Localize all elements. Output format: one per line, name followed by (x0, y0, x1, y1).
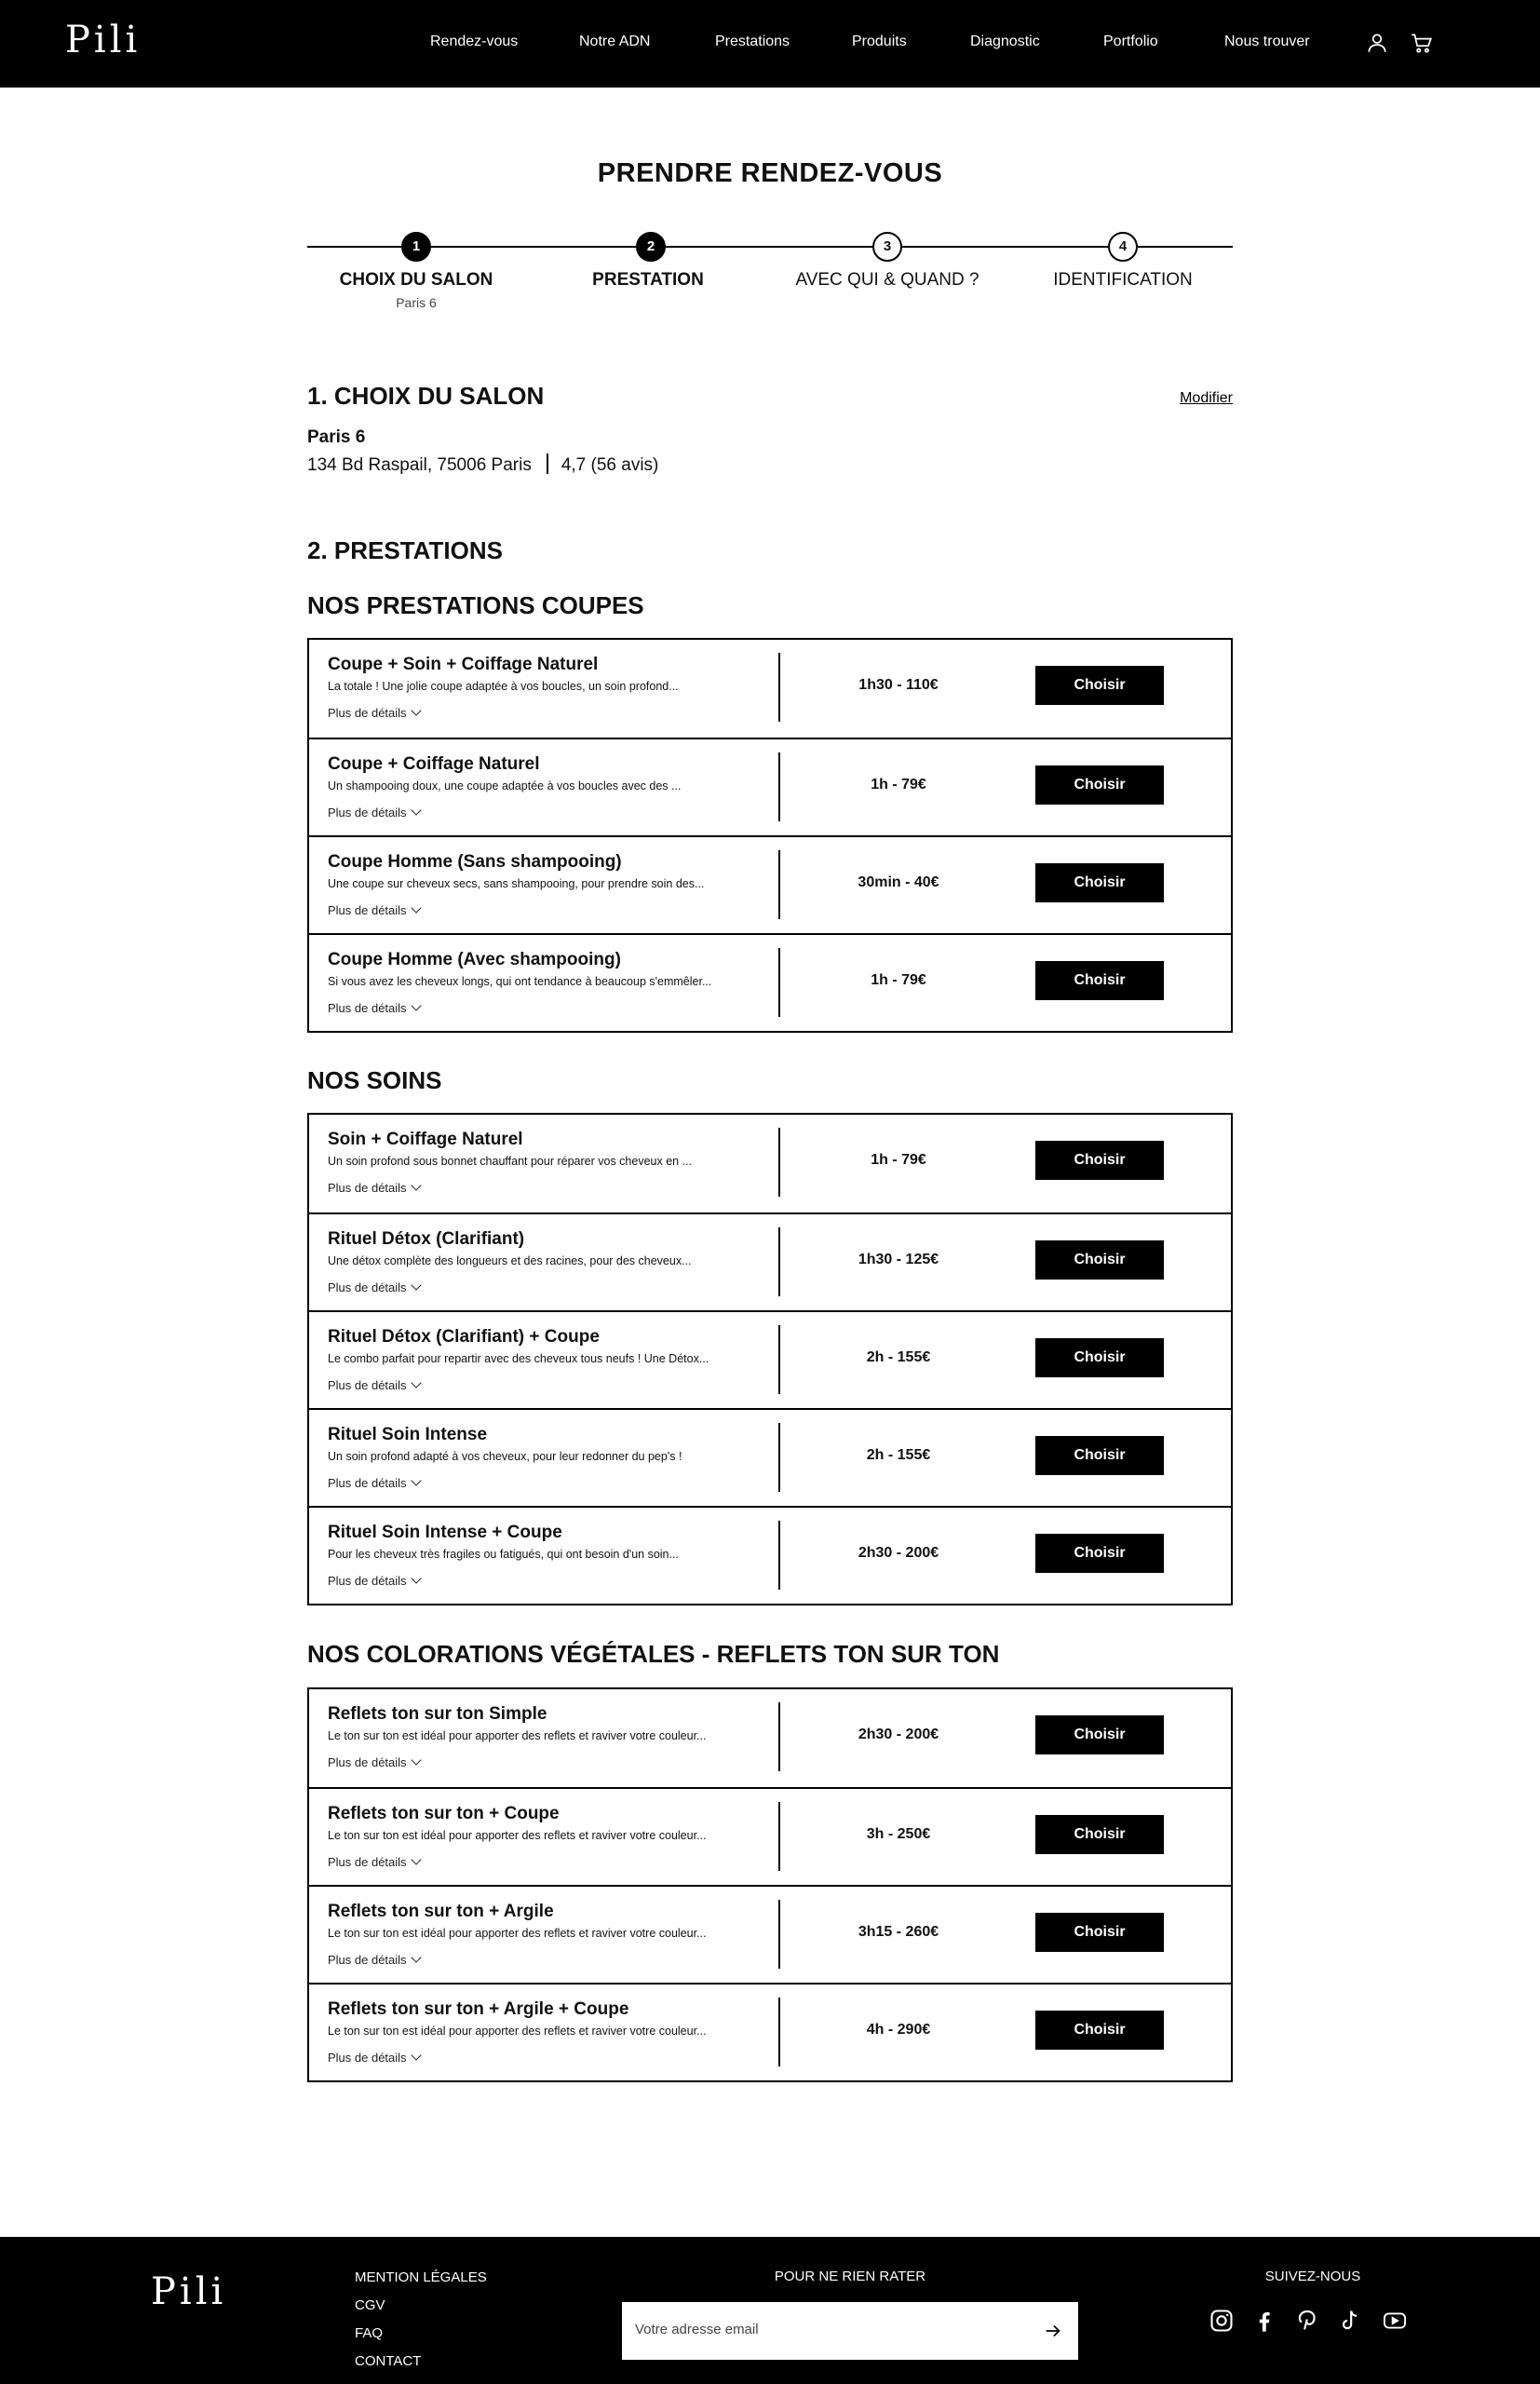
more-details-toggle[interactable] (328, 1755, 420, 1769)
service-description: Une détox complète des longueurs et des racines, pour des cheveux... (328, 1254, 692, 1267)
modify-salon-link[interactable]: Modifier (1180, 390, 1233, 406)
choose-button[interactable]: Choisir (1035, 1240, 1164, 1280)
choose-button[interactable]: Choisir (1035, 1534, 1164, 1573)
choose-button[interactable]: Choisir (1035, 1338, 1164, 1377)
more-details-toggle[interactable] (328, 1378, 420, 1392)
service-description: Une coupe sur cheveux secs, sans shampooing, pour prendre soin des... (328, 877, 705, 890)
more-details-label: Plus de détails (328, 1476, 407, 1490)
service-description: La totale ! Une jolie coupe adaptée à vos boucles, un soin profond... (328, 680, 679, 693)
service-duration-price: 3h - 250€ (866, 1826, 931, 1842)
page-title: PRENDRE RENDEZ-VOUS (597, 158, 943, 188)
service-description: Le ton sur ton est idéal pour apporter des reflets et raviver votre couleur... (328, 2025, 707, 2038)
service-name: Soin + Coiffage Naturel (328, 1130, 523, 1149)
service-name: Reflets ton sur ton + Argile (328, 1902, 554, 1921)
chevron-down-icon (411, 1573, 421, 1583)
service-duration-price: 2h30 - 200€ (858, 1545, 939, 1561)
logo[interactable]: Pili (65, 19, 142, 61)
more-details-toggle[interactable] (328, 1953, 420, 1967)
email-placeholder: Votre adresse email (635, 2322, 759, 2337)
service-name: Coupe + Coiffage Naturel (328, 754, 540, 774)
youtube-icon[interactable] (1382, 2308, 1408, 2334)
service-description: Le ton sur ton est idéal pour apporter des reflets et raviver votre couleur... (328, 1729, 707, 1742)
service-name: Rituel Détox (Clarifiant) (328, 1229, 525, 1249)
arrow-right-icon[interactable] (1043, 2321, 1063, 2341)
instagram-icon[interactable] (1209, 2308, 1235, 2334)
step-3-label: AVEC QUI & QUAND ? (795, 270, 979, 290)
service-row (309, 1310, 1231, 1408)
service-description: Un soin profond sous bonnet chauffant pour réparer vos cheveux en ... (328, 1155, 692, 1168)
more-details-toggle[interactable] (328, 1574, 420, 1588)
service-row (309, 933, 1231, 1031)
more-details-label: Plus de détails (328, 1181, 407, 1195)
service-row (309, 640, 1231, 738)
service-name: Reflets ton sur ton + Argile + Coupe (328, 1999, 629, 2019)
service-duration-price: 1h30 - 110€ (858, 677, 939, 693)
category-title: NOS PRESTATIONS COUPES (307, 591, 644, 619)
service-list (307, 1687, 1233, 2082)
prestations-section-title: 2. PRESTATIONS (307, 536, 503, 564)
choose-button[interactable]: Choisir (1035, 765, 1164, 805)
more-details-toggle[interactable] (328, 1001, 420, 1015)
choose-button[interactable]: Choisir (1035, 1815, 1164, 1854)
service-description: Un soin profond adapté à vos cheveux, pour leur redonner du pep's ! (328, 1450, 682, 1463)
newsletter-email-input[interactable] (622, 2302, 1078, 2360)
more-details-toggle[interactable] (328, 1855, 420, 1869)
social-title: SUIVEZ-NOUS (1264, 2269, 1361, 2284)
service-name: Reflets ton sur ton Simple (328, 1704, 547, 1724)
footer-link-cgv[interactable]: CGV (355, 2297, 385, 2313)
service-row (309, 738, 1231, 835)
stepper-line (307, 246, 1233, 248)
nav-prestations[interactable]: Prestations (715, 34, 790, 49)
more-details-label: Plus de détails (328, 903, 407, 917)
more-details-label: Plus de détails (328, 2051, 407, 2065)
service-name: Reflets ton sur ton + Coupe (328, 1804, 560, 1823)
service-name: Coupe + Soin + Coiffage Naturel (328, 655, 599, 674)
service-row (309, 1408, 1231, 1506)
service-name: Rituel Soin Intense + Coupe (328, 1523, 562, 1542)
service-row (309, 1787, 1231, 1885)
site-header (0, 0, 1540, 88)
salon-address-line (307, 454, 658, 476)
cart-icon[interactable] (1410, 31, 1434, 55)
choose-button[interactable]: Choisir (1035, 961, 1164, 1000)
service-description: Pour les cheveux très fragiles ou fatigués, qui ont besoin d'un soin... (328, 1548, 679, 1561)
more-details-toggle[interactable] (328, 1280, 420, 1294)
choose-button[interactable]: Choisir (1035, 863, 1164, 902)
chevron-down-icon (411, 2050, 421, 2060)
divider (547, 454, 548, 474)
category-title: NOS COLORATIONS VÉGÉTALES - REFLETS TON SUR TON (307, 1640, 1000, 1668)
salon-rating: 4,7 (56 avis) (561, 455, 659, 475)
service-name: Coupe Homme (Avec shampooing) (328, 950, 621, 969)
service-description: Le ton sur ton est idéal pour apporter des reflets et raviver votre couleur... (328, 1829, 707, 1842)
more-details-label: Plus de détails (328, 806, 407, 820)
more-details-toggle[interactable] (328, 806, 420, 820)
nav-nous-trouver[interactable]: Nous trouver (1224, 34, 1310, 49)
nav-produits[interactable]: Produits (852, 34, 907, 49)
choose-button[interactable]: Choisir (1035, 1436, 1164, 1475)
service-duration-price: 2h30 - 200€ (858, 1727, 939, 1742)
service-name: Rituel Détox (Clarifiant) + Coupe (328, 1327, 600, 1347)
site-footer (0, 2237, 1540, 2384)
service-duration-price: 3h15 - 260€ (858, 1924, 939, 1940)
footer-link-contact[interactable]: CONTACT (355, 2353, 422, 2369)
service-description: Un shampooing doux, une coupe adaptée à vos boucles avec des ... (328, 779, 682, 792)
choose-button[interactable]: Choisir (1035, 1715, 1164, 1754)
more-details-toggle[interactable] (328, 1476, 420, 1490)
service-duration-price: 1h - 79€ (871, 1152, 926, 1168)
service-row (309, 1885, 1231, 1983)
more-details-label: Plus de détails (328, 706, 407, 720)
service-duration-price: 2h - 155€ (866, 1447, 931, 1463)
step-4-label: IDENTIFICATION (1053, 270, 1193, 290)
step-2-label: PRESTATION (592, 270, 704, 290)
service-row (309, 1689, 1231, 1787)
choose-button[interactable]: Choisir (1035, 1141, 1164, 1180)
main-nav (0, 0, 1540, 88)
service-row (309, 1506, 1231, 1604)
service-list (307, 638, 1233, 1033)
chevron-down-icon (411, 1754, 421, 1765)
salon-address: 134 Bd Raspail, 75006 Paris (307, 455, 532, 475)
service-row (309, 1212, 1231, 1310)
step-2-circle: 2 (636, 232, 666, 262)
footer-links (355, 2269, 487, 2380)
chevron-down-icon (411, 1377, 421, 1388)
service-duration-price: 4h - 290€ (866, 2022, 931, 2038)
user-icon[interactable] (1365, 31, 1389, 55)
nav-diagnostic[interactable]: Diagnostic (970, 34, 1040, 49)
service-duration-price: 1h - 79€ (871, 972, 926, 988)
chevron-down-icon (411, 1180, 421, 1190)
more-details-label: Plus de détails (328, 1755, 407, 1769)
step-1-sub: Paris 6 (396, 295, 437, 310)
step-1-label[interactable]: CHOIX DU SALON (339, 270, 493, 290)
pinterest-icon[interactable] (1294, 2308, 1320, 2334)
more-details-label: Plus de détails (328, 1953, 407, 1967)
service-name: Rituel Soin Intense (328, 1425, 488, 1444)
footer-link-mentions[interactable]: MENTION LÉGALES (355, 2269, 487, 2285)
chevron-down-icon (411, 1854, 421, 1864)
more-details-label: Plus de détails (328, 1574, 407, 1588)
nav-portfolio[interactable]: Portfolio (1103, 34, 1158, 49)
more-details-label: Plus de détails (328, 1001, 407, 1015)
chevron-down-icon (411, 1952, 421, 1962)
more-details-toggle[interactable] (328, 1181, 420, 1195)
facebook-icon[interactable] (1251, 2308, 1277, 2334)
social-icons (1201, 2308, 1425, 2336)
step-3-circle: 3 (872, 232, 902, 262)
more-details-label: Plus de détails (328, 1378, 407, 1392)
service-row (309, 1115, 1231, 1212)
service-list (307, 1113, 1233, 1605)
tiktok-icon[interactable] (1337, 2308, 1363, 2334)
chevron-down-icon (411, 1000, 421, 1010)
salon-section-title: 1. CHOIX DU SALON (307, 382, 545, 410)
nav-notre-adn[interactable]: Notre ADN (579, 34, 651, 49)
nav-rendez-vous[interactable]: Rendez-vous (430, 34, 519, 49)
service-row (309, 835, 1231, 933)
service-duration-price: 1h - 79€ (871, 777, 926, 792)
more-details-label: Plus de détails (328, 1855, 407, 1869)
service-description: Si vous avez les cheveux longs, qui ont tendance à beaucoup s'emmêler... (328, 975, 712, 988)
choose-button[interactable]: Choisir (1035, 2011, 1164, 2050)
service-duration-price: 1h30 - 125€ (858, 1252, 939, 1267)
footer-link-faq[interactable]: FAQ (355, 2325, 384, 2341)
more-details-toggle[interactable] (328, 903, 420, 917)
more-details-label: Plus de détails (328, 1280, 407, 1294)
newsletter (622, 2269, 1078, 2337)
chevron-down-icon (411, 805, 421, 815)
service-duration-price: 2h - 155€ (866, 1349, 931, 1365)
choose-button[interactable]: Choisir (1035, 1913, 1164, 1952)
social-section (1201, 2269, 1425, 2284)
salon-name: Paris 6 (307, 427, 366, 447)
service-name: Coupe Homme (Sans shampooing) (328, 852, 622, 872)
chevron-down-icon (411, 1280, 421, 1290)
service-duration-price: 30min - 40€ (858, 874, 939, 890)
chevron-down-icon (411, 902, 421, 913)
more-details-toggle[interactable] (328, 706, 420, 720)
category-title: NOS SOINS (307, 1066, 442, 1094)
more-details-toggle[interactable] (328, 2051, 420, 2065)
newsletter-title: POUR NE RIEN RATER (774, 2269, 926, 2284)
choose-button[interactable]: Choisir (1035, 666, 1164, 705)
service-description: Le ton sur ton est idéal pour apporter des reflets et raviver votre couleur... (328, 1927, 707, 1940)
footer-logo[interactable]: Pili (151, 2270, 227, 2313)
service-description: Le combo parfait pour repartir avec des cheveux tous neufs ! Une Détox... (328, 1352, 709, 1365)
step-1-circle: 1 (401, 232, 431, 262)
chevron-down-icon (411, 705, 421, 715)
chevron-down-icon (411, 1475, 421, 1485)
step-4-circle: 4 (1108, 232, 1138, 262)
service-row (309, 1983, 1231, 2080)
